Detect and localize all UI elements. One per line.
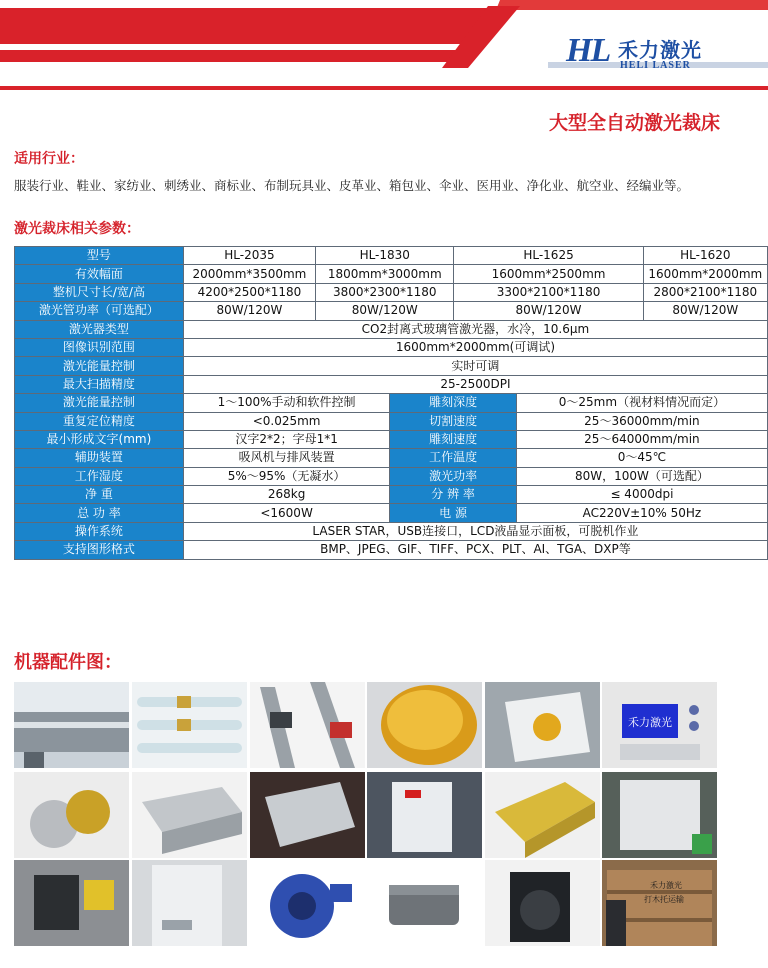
table-cell: 0～25mm（视材料情况而定） bbox=[516, 394, 767, 412]
crate-label-1: 禾力激光 bbox=[650, 881, 682, 890]
table-row bbox=[15, 412, 768, 430]
row-label: 激光管功率（可选配） bbox=[15, 302, 184, 320]
table-row bbox=[15, 320, 768, 338]
photo-exhaust-blower bbox=[250, 860, 365, 946]
table-row bbox=[15, 541, 768, 559]
photo-machine-bed bbox=[14, 682, 129, 768]
model-cell: HL-1830 bbox=[316, 247, 454, 265]
row-label: 工作湿度 bbox=[15, 467, 184, 485]
table-row bbox=[15, 504, 768, 522]
photo-laser-tube bbox=[132, 682, 247, 768]
row-label: 雕刻速度 bbox=[390, 430, 517, 448]
photo-electrical-cabinet bbox=[14, 860, 129, 946]
row-label: 净 重 bbox=[15, 486, 184, 504]
photo-reflector-mirrors bbox=[14, 772, 129, 858]
photo-laser-power-supply bbox=[485, 772, 600, 858]
photo-linear-rails bbox=[250, 682, 365, 768]
table-cell: 2800*2100*1180 bbox=[643, 283, 767, 301]
row-label: 操作系统 bbox=[15, 522, 184, 540]
row-label: 切割速度 bbox=[390, 412, 517, 430]
photo-water-chiller bbox=[367, 772, 482, 858]
table-cell: AC220V±10% 50Hz bbox=[516, 504, 767, 522]
photo-fan bbox=[485, 860, 600, 946]
table-cell: 4200*2500*1180 bbox=[183, 283, 315, 301]
row-label: 电 源 bbox=[390, 504, 517, 522]
row-label: 激光功率 bbox=[390, 467, 517, 485]
industry-list: 服装行业、鞋业、家纺业、刺绣业、商标业、布制玩具业、皮革业、箱包业、伞业、医用业、净化业、航空业、经编业等。 bbox=[14, 178, 690, 193]
spec-table bbox=[14, 246, 768, 560]
table-cell: CO2封离式玻璃管激光器，水冷，10.6μm bbox=[183, 320, 767, 338]
photo-control-box bbox=[602, 772, 717, 858]
row-label: 最大扫描精度 bbox=[15, 375, 184, 393]
table-row bbox=[15, 394, 768, 412]
table-cell: 吸风机与排风装置 bbox=[183, 449, 389, 467]
table-cell: 2000mm*3500mm bbox=[183, 265, 315, 283]
table-row bbox=[15, 467, 768, 485]
table-cell: 3300*2100*1180 bbox=[454, 283, 643, 301]
table-cell: 汉字2*2；字母1*1 bbox=[183, 430, 389, 448]
row-label: 图像识别范围 bbox=[15, 338, 184, 356]
model-cell: HL-1625 bbox=[454, 247, 643, 265]
controller-screen-text: 禾力激光 bbox=[628, 716, 672, 729]
table-row bbox=[15, 302, 768, 320]
table-cell: 3800*2300*1180 bbox=[316, 283, 454, 301]
table-cell: 1～100%手动和软件控制 bbox=[183, 394, 389, 412]
table-cell: 1800mm*3000mm bbox=[316, 265, 454, 283]
photo-chiller-unit bbox=[132, 860, 247, 946]
table-cell: 80W/120W bbox=[454, 302, 643, 320]
table-row bbox=[15, 486, 768, 504]
row-label: 支持图形格式 bbox=[15, 541, 184, 559]
table-cell: LASER STAR，USB连接口，LCD液晶显示面板，可脱机作业 bbox=[183, 522, 767, 540]
table-row bbox=[15, 247, 768, 265]
table-cell: 1600mm*2500mm bbox=[454, 265, 643, 283]
row-label: 型号 bbox=[15, 247, 184, 265]
page-title: 大型全自动激光裁床 bbox=[548, 112, 720, 134]
table-cell: 268kg bbox=[183, 486, 389, 504]
row-label: 最小形成文字(mm) bbox=[15, 430, 184, 448]
photo-air-pump bbox=[367, 860, 482, 946]
photo-power-supply-2 bbox=[250, 772, 365, 858]
table-cell: 1600mm*2000mm(可调试) bbox=[183, 338, 767, 356]
table-row bbox=[15, 338, 768, 356]
table-cell: <1600W bbox=[183, 504, 389, 522]
table-cell: 25-2500DPI bbox=[183, 375, 767, 393]
table-cell: 实时可调 bbox=[183, 357, 767, 375]
table-row bbox=[15, 357, 768, 375]
row-label: 总 功 率 bbox=[15, 504, 184, 522]
table-row bbox=[15, 375, 768, 393]
row-label: 重复定位精度 bbox=[15, 412, 184, 430]
table-cell: 25～36000mm/min bbox=[516, 412, 767, 430]
row-label: 激光能量控制 bbox=[15, 394, 184, 412]
row-label: 工作温度 bbox=[390, 449, 517, 467]
photo-focus-lens bbox=[367, 682, 482, 768]
table-cell: 1600mm*2000mm bbox=[643, 265, 767, 283]
photo-wooden-crate bbox=[602, 860, 717, 946]
row-label: 辅助装置 bbox=[15, 449, 184, 467]
row-label: 分 辨 率 bbox=[390, 486, 517, 504]
table-cell: 0～45℃ bbox=[516, 449, 767, 467]
table-row bbox=[15, 283, 768, 301]
company-logo bbox=[566, 32, 726, 76]
params-heading: 激光裁床相关参数： bbox=[14, 221, 140, 237]
table-row bbox=[15, 430, 768, 448]
table-cell: ≤ 4000dpi bbox=[516, 486, 767, 504]
table-cell: <0.025mm bbox=[183, 412, 389, 430]
parts-heading: 机器配件图： bbox=[14, 652, 122, 673]
table-row bbox=[15, 265, 768, 283]
model-cell: HL-2035 bbox=[183, 247, 315, 265]
table-cell: 80W/120W bbox=[316, 302, 454, 320]
row-label: 雕刻深度 bbox=[390, 394, 517, 412]
logo-name-cn: 禾力激光 bbox=[618, 38, 702, 62]
logo-mark: HL bbox=[566, 32, 610, 69]
table-cell: 5%～95%（无凝水） bbox=[183, 467, 389, 485]
photo-controller-panel bbox=[602, 682, 717, 768]
table-cell: 80W/120W bbox=[183, 302, 315, 320]
photo-power-supply bbox=[132, 772, 247, 858]
model-cell: HL-1620 bbox=[643, 247, 767, 265]
row-label: 激光器类型 bbox=[15, 320, 184, 338]
table-row bbox=[15, 449, 768, 467]
row-label: 激光能量控制 bbox=[15, 357, 184, 375]
crate-label-2: 打木托运输 bbox=[644, 895, 684, 904]
industry-heading: 适用行业： bbox=[14, 151, 84, 167]
photo-lens-mount bbox=[485, 682, 600, 768]
table-cell: 80W，100W（可选配） bbox=[516, 467, 767, 485]
table-row bbox=[15, 522, 768, 540]
table-cell: 25～64000mm/min bbox=[516, 430, 767, 448]
table-cell: 80W/120W bbox=[643, 302, 767, 320]
logo-name-en: HELI LASER bbox=[620, 60, 691, 71]
row-label: 整机尺寸长/宽/高 bbox=[15, 283, 184, 301]
table-cell: BMP、JPEG、GIF、TIFF、PCX、PLT、AI、TGA、DXP等 bbox=[183, 541, 767, 559]
row-label: 有效幅面 bbox=[15, 265, 184, 283]
